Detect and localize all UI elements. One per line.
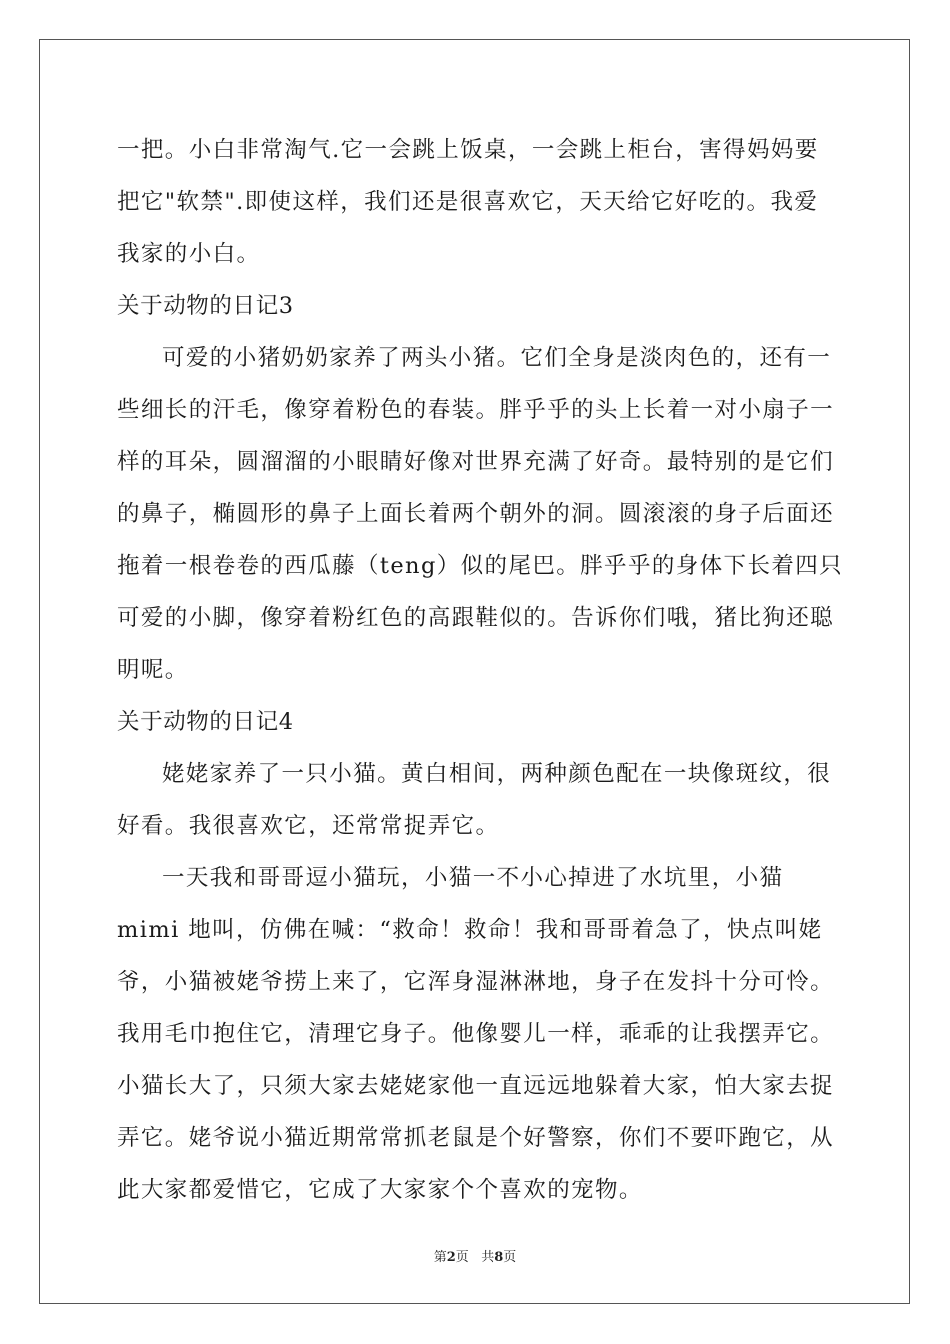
text-line: 些细长的汗毛，像穿着粉色的春装。胖乎乎的头上长着一对小扇子一 [117, 397, 835, 423]
page-footer [0, 1246, 950, 1265]
text-line: 明呢。 [117, 657, 189, 683]
footer-total-pages: 8 [494, 1250, 504, 1265]
section-heading: 关于动物的日记4 [117, 709, 294, 735]
text-line: 此大家都爱惜它，它成了大家家个个喜欢的宠物。 [117, 1177, 643, 1203]
text-line: 把它"软禁".即使这样，我们还是很喜欢它，天天给它好吃的。我爱 [117, 189, 819, 215]
footer-current-page: 2 [446, 1250, 456, 1265]
text-line: 一把。小白非常淘气.它一会跳上饭桌，一会跳上柜台，害得妈妈要 [117, 137, 819, 163]
footer-total-suffix: 页 [503, 1250, 517, 1265]
text-line: 好看。我很喜欢它，还常常捉弄它。 [117, 813, 500, 839]
section-heading: 关于动物的日记3 [117, 293, 294, 319]
footer-page-suffix: 页 [455, 1250, 469, 1265]
text-line: 我家的小白。 [117, 241, 261, 267]
text-line: 小猫长大了，只须大家去姥姥家他一直远远地躲着大家，怕大家去捉 [117, 1073, 835, 1099]
text-line: 一天我和哥哥逗小猫玩，小猫一不小心掉进了水坑里，小猫 [162, 865, 784, 891]
footer-prefix: 第 [433, 1250, 447, 1265]
text-line: 可爱的小脚，像穿着粉红色的高跟鞋似的。告诉你们哦，猪比狗还聪 [117, 605, 835, 631]
text-line: 可爱的小猪奶奶家养了两头小猪。它们全身是淡肉色的，还有一 [162, 345, 832, 371]
text-line: 弄它。姥爷说小猫近期常常抓老鼠是个好警察，你们不要吓跑它，从 [117, 1125, 835, 1151]
text-line: 的鼻子，椭圆形的鼻子上面长着两个朝外的洞。圆滚滚的身子后面还 [117, 501, 835, 527]
text-line: mimi 地叫，仿佛在喊：“救命！救命！我和哥哥着急了，快点叫姥 [117, 917, 823, 943]
text-line: 爷，小猫被姥爷捞上来了，它浑身湿淋淋地，身子在发抖十分可怜。 [117, 969, 835, 995]
document-body [117, 124, 844, 1216]
text-line: 我用毛巾抱住它，清理它身子。他像婴儿一样，乖乖的让我摆弄它。 [117, 1021, 835, 1047]
text-line: 样的耳朵，圆溜溜的小眼睛好像对世界充满了好奇。最特别的是它们 [117, 449, 835, 475]
footer-total-prefix: 共 [481, 1250, 495, 1265]
text-line: 姥姥家养了一只小猫。黄白相间，两种颜色配在一块像斑纹，很 [162, 761, 832, 787]
text-line: 拖着一根卷卷的西瓜藤（teng）似的尾巴。胖乎乎的身体下长着四只 [117, 553, 844, 579]
